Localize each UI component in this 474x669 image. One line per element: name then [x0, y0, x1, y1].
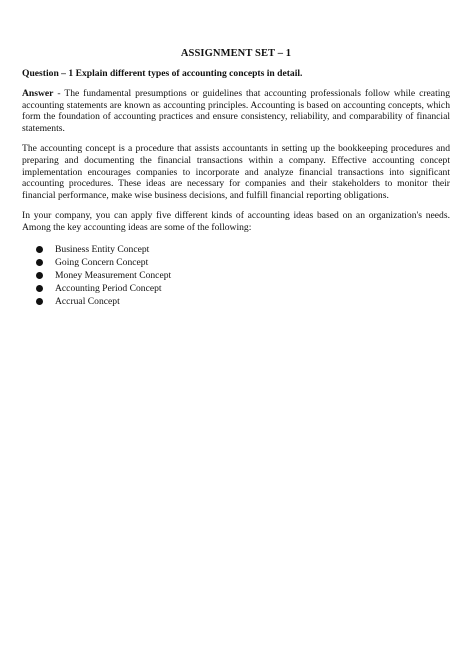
list-item [22, 243, 450, 256]
answer-paragraph [22, 88, 450, 134]
bullet-icon [36, 285, 43, 292]
concept-label: Money Measurement Concept [55, 269, 172, 281]
bullet-icon [36, 259, 43, 266]
concept-label: Accrual Concept [55, 296, 120, 308]
accounting-concept-paragraph: The accounting concept is a procedure that assists accountants in setting up the bookkeeping procedures and preparing and documenting the financial transactions within a company. Effective accounting concept implementation encourages companies to incorporate and analyze financial transactions into significant accounting procedures. These ideas are necessary for companies and their stakeholders to monitor their financial performance, make wise business decisions, and fulfill financial reporting obligations. [22, 143, 450, 201]
list-item [22, 269, 450, 282]
list-item [22, 295, 450, 308]
question-heading: Question – 1 Explain different types of accounting concepts in detail. [22, 68, 303, 79]
concepts-list [22, 243, 450, 309]
answer-label: Answer [22, 88, 54, 99]
list-item [22, 282, 450, 295]
document-page [22, 48, 450, 309]
concept-label: Going Concern Concept [55, 256, 149, 268]
concept-label: Accounting Period Concept [55, 283, 162, 295]
answer-intro-text: - The fundamental presumptions or guidelines that accounting professionals follow while creating accounting statements are known as accounting principles. Accounting is based on accounting concepts, which form the foundation of accounting practices and ensure consistency, reliability, and comparability of financial statements. [22, 88, 450, 134]
concept-label: Business Entity Concept [55, 243, 150, 255]
bullet-icon [36, 298, 43, 305]
bullet-icon [36, 246, 43, 253]
list-item [22, 256, 450, 269]
bullet-icon [36, 272, 43, 279]
assignment-title: ASSIGNMENT SET – 1 [180, 48, 292, 59]
key-ideas-paragraph: In your company, you can apply five different kinds of accounting ideas based on an organization's needs. Among the key accounting ideas are some of the following: [22, 210, 450, 233]
